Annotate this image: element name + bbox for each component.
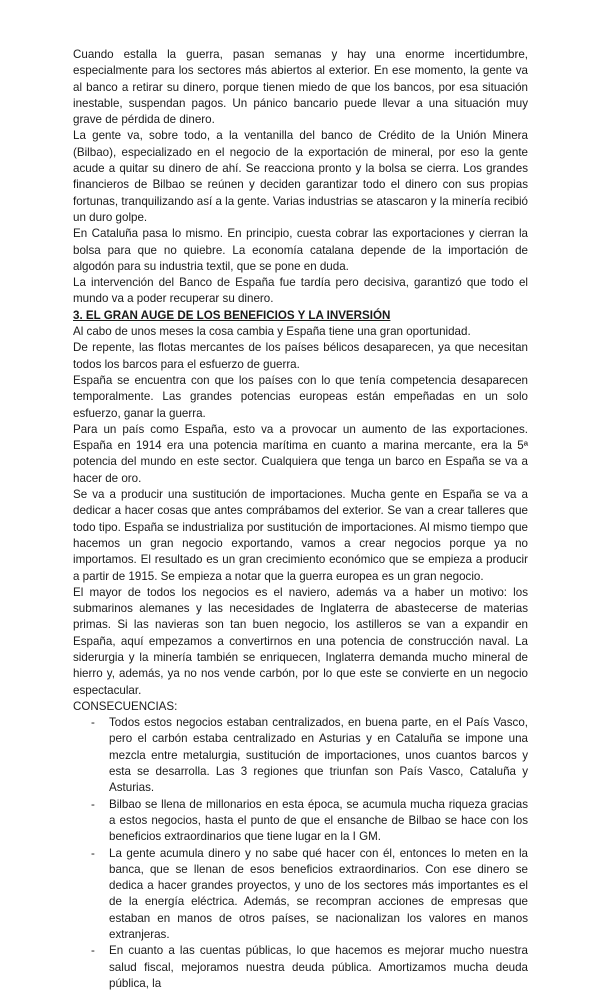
list-item-text: Todos estos negocios estaban centralizados, en buena parte, en el País Vasco, pero el carbón estaba centralizado en Asturias y en Cataluña se impone una mezcla entre metalurgia, sustitución de importaciones, unos cuantos barcos y esta se desarrolla. Las 3 regiones que triunfan son País Vasco, Cataluña y Asturias. [109, 716, 528, 795]
consequences-label: CONSECUENCIAS: [73, 699, 178, 713]
paragraph: La intervención del Banco de España fue tardía pero decisiva, garantizó que todo el mundo va a poder recuperar su dinero. [73, 276, 528, 306]
section-heading: 3. EL GRAN AUGE DE LOS BENEFICIOS Y LA INVERSIÓN [73, 308, 391, 322]
list-item-text: Bilbao se llena de millonarios en esta época, se acumula mucha riqueza gracias a estos negocios, hasta el punto de que el ensanche de Bilbao se hace con los beneficios extraordinarios que tiene lugar en la I GM. [109, 797, 528, 844]
list-item [73, 715, 528, 796]
paragraph: Para un país como España, esto va a provocar un aumento de las exportaciones. España en 1914 era una potencia marítima en cuanto a marina mercante, era la 5ª potencia del mundo en este sector. Cualquiera que tenga un barco en España se va a hacer de oro. [73, 422, 528, 485]
list-item [73, 797, 528, 846]
bullet-dash: - [91, 797, 95, 811]
list-item-text: En cuanto a las cuentas públicas, lo que hacemos es mejorar mucho nuestra salud fiscal, mejoramos nuestra deuda pública. Amortizamos mucha deuda pública, la [109, 944, 528, 990]
list-item [73, 846, 528, 944]
paragraph: Al cabo de unos meses la cosa cambia y España tiene una gran oportunidad. [73, 325, 471, 339]
bullet-dash: - [91, 846, 95, 860]
bullet-dash: - [91, 716, 95, 730]
paragraph: España se encuentra con que los países con lo que tenía competencia desaparecen temporalmente. Las grandes potencias europeas están empeñadas en un solo esfuerzo, ganar la guerra. [73, 373, 528, 420]
paragraph: En Cataluña pasa lo mismo. En principio, cuesta cobrar las exportaciones y cierran la bolsa para que no quiebre. La economía catalana depende de la importación de algodón para su industria textil, que se pone en duda. [73, 227, 528, 273]
document-page [73, 47, 528, 992]
paragraph: Cuando estalla la guerra, pasan semanas y hay una enorme incertidumbre, especialmente para los sectores más abiertos al exterior. En ese momento, la gente va al banco a retirar su dinero, porque tienen miedo de que los bancos, por esa situación inestable, suspendan pagos. Un pánico bancario puede llevar a una situación muy grave de pérdida de dinero. [73, 48, 528, 127]
paragraph: La gente va, sobre todo, a la ventanilla del banco de Crédito de la Unión Minera (Bilbao), especializado en el negocio de la exportación de mineral, por eso la gente acude a quitar su dinero de ahí. Se reacciona pronto y la bolsa se cierra. Los grandes financieros de Bilbao se reúnen y deciden garantizar todo el dinero con sus propias fortunas, tranquilizando así a la gente. Varias industrias se atascaron y la minería recibió un duro golpe. [73, 129, 528, 224]
paragraph: De repente, las flotas mercantes de los países bélicos desaparecen, ya que necesitan todos los barcos para el esfuerzo de guerra. [73, 341, 528, 371]
list-item [73, 943, 528, 992]
bullet-dash: - [91, 944, 95, 958]
paragraph: Se va a producir una sustitución de importaciones. Mucha gente en España se va a dedicar a hacer cosas que antes comprábamos del exterior. Se van a crear talleres que todo tipo. España se industrializa por sustitución de importaciones. Al mismo tiempo que hacemos un gran negocio exportando, vamos a crear negocios porque ya no importamos. El resultado es un gran crecimiento económico que se empieza a producir a partir de 1915. Se empieza a notar que la guerra europea es un gran negocio. [73, 488, 528, 583]
consequences-list [73, 715, 528, 992]
paragraph: El mayor de todos los negocios es el naviero, además va a haber un motivo: los submarinos alemanes y las necesidades de Inglaterra de abastecerse de materias primas. Si las navieras son tan buen negocio, los astilleros se van a expandir en España, aquí empezamos a convertirnos en una potencia de construcción naval. La siderurgia y la minería también se enriquecen, Inglaterra demanda mucho mineral de hierro y, además, ya no nos vende carbón, por lo que este se convierte en un negocio espectacular. [73, 585, 528, 697]
list-item-text: La gente acumula dinero y no sabe qué hacer con él, entonces lo meten en la banca, que se llenan de esos beneficios extraordinarios. Con ese dinero se dedica a hacer grandes proyectos, y uno de los sectores más importantes es el de la energía eléctrica. Además, se recompran acciones de empresas que estaban en manos de otros países, se nacionalizan los valores en manos extranjeras. [109, 846, 528, 942]
